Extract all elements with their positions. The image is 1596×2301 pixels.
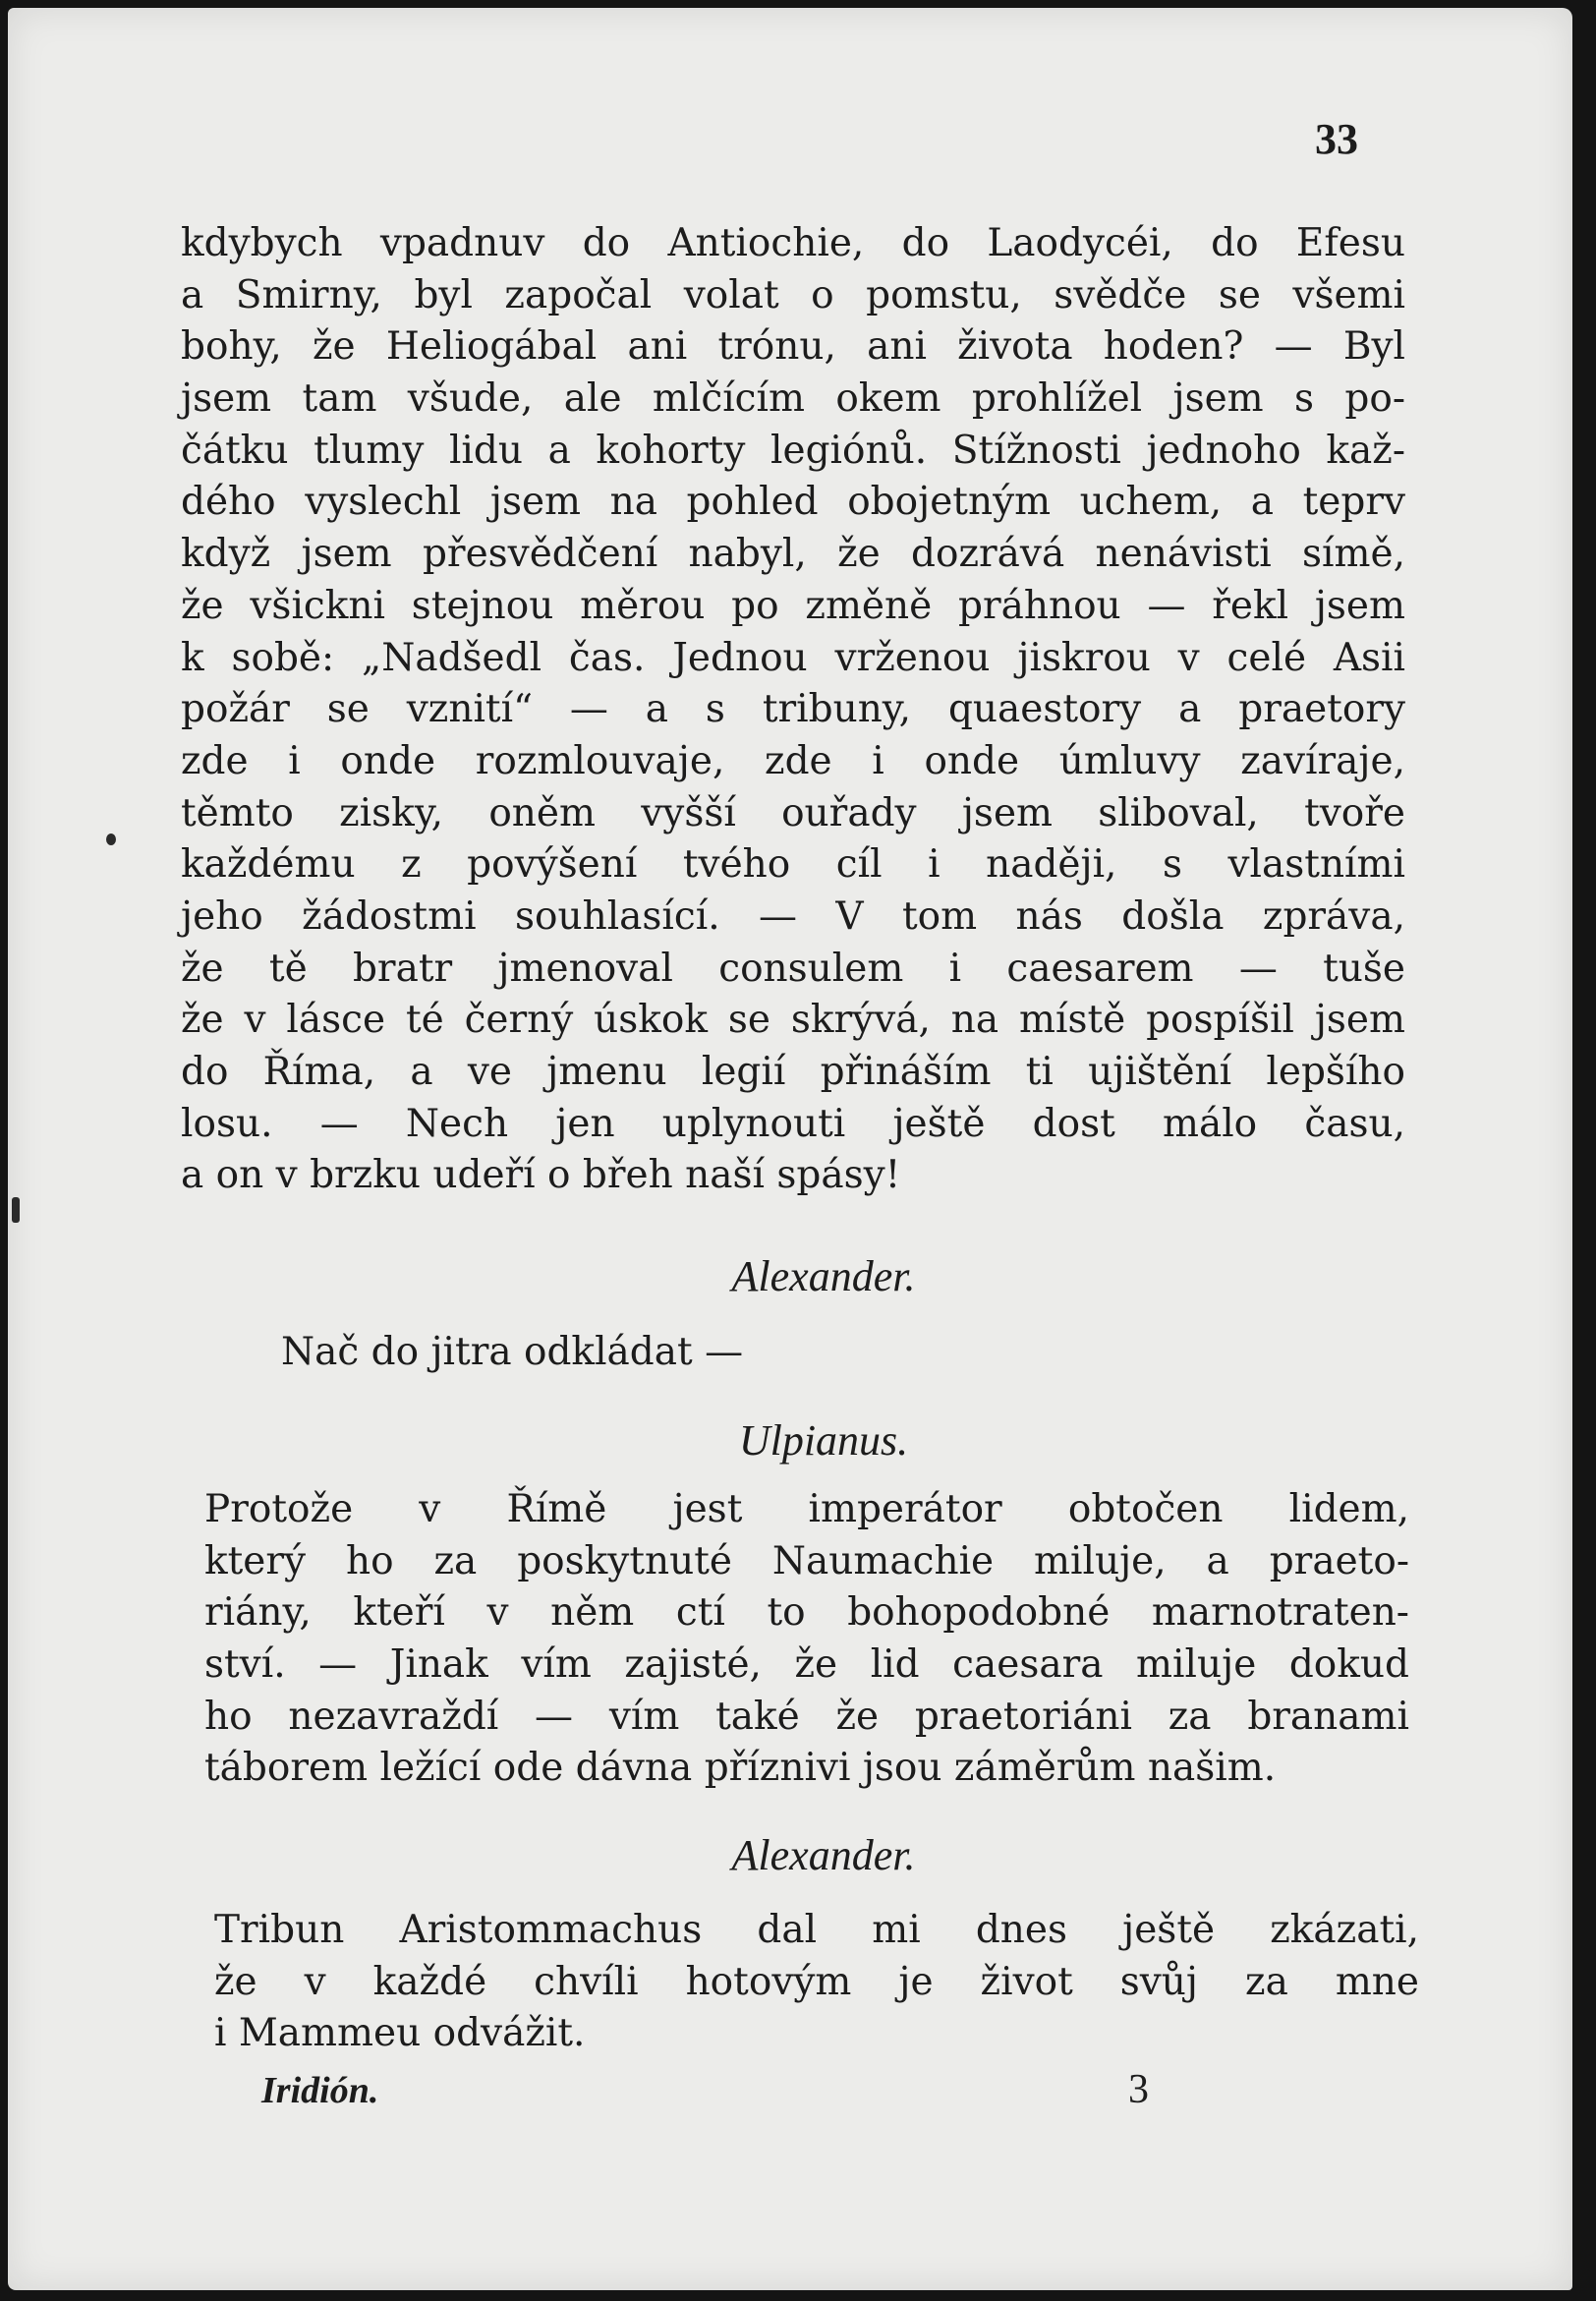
text-line: že v lásce té černý úskok se skrývá, na místě pospíšil jsem xyxy=(181,998,1405,1043)
text-line: že tě bratr jmenoval consulem i caesarem — tuše xyxy=(181,946,1405,991)
text-line: táborem ležící ode dávna příznivi jsou záměrům našim. xyxy=(204,1746,1277,1791)
speaker-label-ulpianus: Ulpianus. xyxy=(738,1416,909,1465)
text-line: že všickni stejnou měrou po změně práhnou — řekl jsem xyxy=(181,583,1405,628)
text-line: který ho za poskytnuté Naumachie miluje, a praeto- xyxy=(204,1538,1409,1583)
text-line: ství. — Jinak vím zajisté, že lid caesara miluje dokud xyxy=(204,1642,1409,1688)
text-line: Nač do jitra odkládat — xyxy=(281,1330,744,1374)
text-line: ho nezavraždí — vím také že praetoriáni za branami xyxy=(204,1694,1409,1739)
text-line: požár se vznití“ — a s tribuny, quaestory a praetory xyxy=(181,687,1405,732)
text-line: jeho žádostmi souhlasící. — V tom nás došla zpráva, xyxy=(181,893,1405,939)
text-line: kdybych vpadnuv do Antiochie, do Laodycéi, do Efesu xyxy=(181,221,1405,265)
margin-speck xyxy=(12,1197,20,1223)
text-line: Protože v Římě jest imperátor obtočen lidem, xyxy=(204,1487,1409,1531)
signature-mark: Iridión. xyxy=(261,2070,379,2111)
text-line: když jsem přesvědčení nabyl, že dozrává nenávisti símě, xyxy=(181,532,1405,577)
text-line: i Mammeu odvážit. xyxy=(214,2011,586,2056)
paragraph-2 xyxy=(204,1484,1409,1795)
text-line: a Smirny, byl započal volat o pomstu, svědče se všemi xyxy=(181,272,1405,317)
paragraph-3 xyxy=(214,1905,1419,2060)
margin-speck xyxy=(106,834,116,845)
text-line: k sobě: „Nadšedl čas. Jednou vrženou jiskrou v celé Asii xyxy=(181,635,1405,680)
text-line: a on v brzku udeří o břeh naší spásy! xyxy=(181,1153,901,1198)
text-line: čátku tlumy lidu a kohorty legiónů. Stížnosti jednoho kaž- xyxy=(181,428,1405,473)
text-line: riány, kteří v něm ctí to bohopodobné marnotraten- xyxy=(204,1590,1409,1636)
text-line: těmto zisky, oněm vyšší ouřady jsem sliboval, tvoře xyxy=(181,790,1405,835)
page-number: 33 xyxy=(1315,115,1358,163)
text-line: bohy, že Heliogábal ani trónu, ani života hoden? — Byl xyxy=(181,324,1405,370)
text-line: každému z povýšení tvého cíl i naději, s vlastními xyxy=(181,842,1405,888)
text-line: losu. — Nech jen uplynouti ještě dost málo času, xyxy=(181,1101,1405,1146)
text-line: dého vyslechl jsem na pohled obojetným uchem, a teprv xyxy=(181,480,1405,525)
text-line: jsem tam všude, ale mlčícím okem prohlížel jsem s po- xyxy=(181,376,1405,422)
speaker-label-alexander-2: Alexander. xyxy=(731,1831,916,1879)
paper-sheet xyxy=(8,8,1572,2290)
sheet-number: 3 xyxy=(1128,2067,1149,2112)
speech-alexander-1 xyxy=(281,1327,969,1379)
text-line: že v každé chvíli hotovým je život svůj za mne xyxy=(214,1959,1419,2004)
text-line: Tribun Aristommachus dal mi dnes ještě zkázati, xyxy=(214,1908,1419,1952)
text-line: do Říma, a ve jmenu legií přináším ti ujištění lepšího xyxy=(181,1050,1405,1094)
paragraph-1 xyxy=(181,218,1405,1202)
speaker-label-alexander-1: Alexander. xyxy=(731,1252,916,1300)
text-line: zde i onde rozmlouvaje, zde i onde úmluvy zavíraje, xyxy=(181,738,1405,783)
